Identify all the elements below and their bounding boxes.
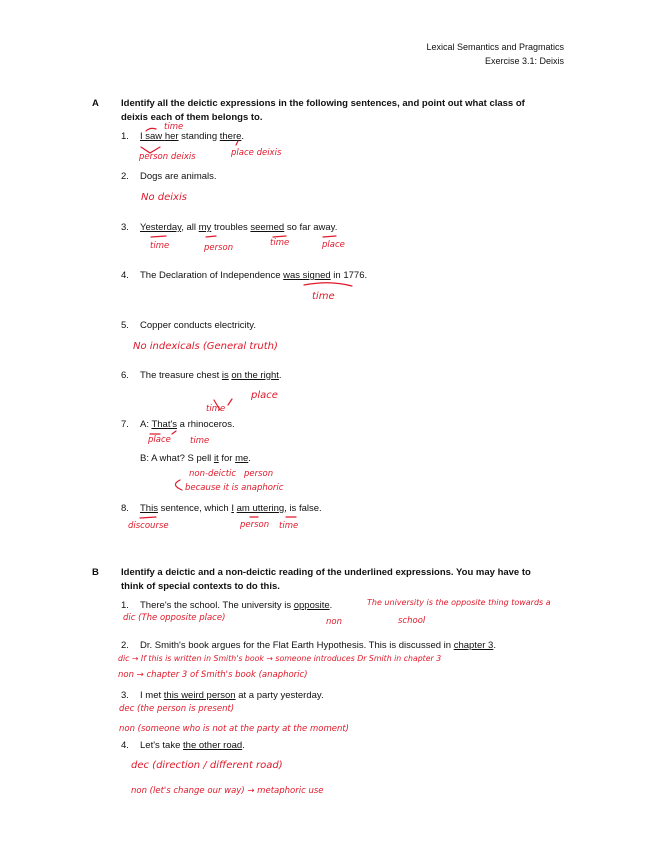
- sentence-text: I met: [140, 690, 164, 701]
- item-number: 2.: [121, 640, 129, 651]
- a-item-8: [121, 503, 322, 514]
- item-number: 7.: [121, 419, 129, 430]
- sentence-text: troubles: [211, 222, 251, 233]
- item-number: 4.: [121, 740, 129, 751]
- sentence-text: in 1776.: [330, 270, 368, 281]
- annotation-stroke: [273, 236, 286, 237]
- exercise-title: Exercise 3.1: Deixis: [484, 56, 564, 66]
- sentence-text: sentence, which: [157, 503, 232, 514]
- underlined-text: the other road: [183, 740, 243, 751]
- sentence-text: Dogs are animals.: [140, 171, 217, 182]
- annotation-a7-place: place: [148, 435, 171, 445]
- underlined-text: This: [140, 503, 158, 514]
- annotation-a7b-because: because it is anaphoric: [185, 483, 284, 493]
- annotation-a2: No deixis: [141, 192, 187, 203]
- sentence-text: .: [242, 740, 245, 751]
- annotation-stroke: [323, 236, 336, 237]
- annotation-a1-time: time: [164, 122, 184, 132]
- annotation-b1-deic: dic (The opposite place): [123, 613, 226, 623]
- annotation-a3-person: person: [204, 243, 234, 253]
- b-item-3: [121, 690, 324, 701]
- sentence-text: at a party yesterday.: [235, 690, 324, 701]
- sentence-text: A:: [140, 419, 152, 430]
- annotation-a8-person: person: [240, 520, 270, 530]
- underlined-text: my: [198, 222, 212, 233]
- underlined-text: am uttering: [236, 503, 285, 514]
- sentence-text: Dr. Smith's book argues for the Flat Earth Hypothesis. This is discussed in: [140, 640, 454, 651]
- underlined-text: was signed: [283, 270, 331, 281]
- underlined-text: on the right: [231, 370, 279, 381]
- annotation-b1-school: school: [398, 616, 426, 626]
- annotation-a8-discourse: discourse: [128, 521, 169, 531]
- item-number: 1.: [121, 600, 129, 611]
- a-item-4: [121, 270, 367, 281]
- item-number: 8.: [121, 503, 129, 514]
- annotation-b2-dic: dic → If this is written in Smith's book → someone introduces Dr Smith in chapter 3: [118, 654, 442, 663]
- sentence-text: , all: [181, 222, 199, 233]
- annotation-stroke: [172, 431, 176, 434]
- annotation-a3-place: place: [322, 240, 345, 250]
- annotation-b3-non: non (someone who is not at the party at the moment): [119, 724, 349, 734]
- a-item-7a: [121, 419, 235, 430]
- underlined-text: there: [219, 131, 242, 142]
- item-number: 4.: [121, 270, 129, 281]
- annotation-a7-time: time: [190, 436, 210, 446]
- annotation-a7b-person: person: [244, 469, 274, 479]
- underlined-text: I: [231, 503, 234, 514]
- annotation-a5: No indexicals (General truth): [133, 341, 278, 352]
- item-number: 5.: [121, 320, 129, 331]
- underlined-text: me: [235, 453, 249, 464]
- annotation-a1-person: person deixis: [139, 152, 196, 162]
- a-item-3: [121, 222, 337, 233]
- underlined-text: her: [164, 131, 179, 142]
- annotation-a8-time: time: [279, 521, 299, 531]
- sentence-text: .: [329, 600, 333, 611]
- annotation-a3-time2: time: [270, 238, 290, 248]
- item-number: 3.: [121, 690, 129, 701]
- annotation-b1-main: The university is the opposite thing towards a: [367, 598, 551, 607]
- b-item-1: [121, 600, 332, 611]
- sentence-text: a rhinoceros.: [177, 419, 235, 430]
- a-item-2: [121, 171, 217, 182]
- sentence-text: for: [218, 453, 236, 464]
- sentence-text: There's the school. The university is: [140, 600, 294, 611]
- sentence-text: Let's take: [140, 740, 184, 751]
- annotation-a1-place: place deixis: [231, 148, 282, 158]
- annotation-a7b-nondeictic: non-deictic: [189, 469, 237, 479]
- annotation-stroke: [151, 236, 166, 237]
- sentence-text: The Declaration of Independence: [140, 270, 284, 281]
- item-number: 2.: [121, 171, 129, 182]
- sentence-text: B: A what? S pell: [140, 453, 214, 464]
- annotation-stroke: [140, 517, 156, 518]
- underlined-text: it: [213, 453, 219, 464]
- annotation-a6-place: place: [251, 390, 278, 401]
- section-b-letter: B: [92, 567, 99, 578]
- item-number: 1.: [121, 131, 129, 142]
- annotation-b4-dec: dec (direction / different road): [131, 760, 283, 771]
- sentence-text: .: [248, 453, 251, 464]
- annotation-a3-time: time: [150, 241, 170, 251]
- sentence-text: The treasure chest: [140, 370, 222, 381]
- underlined-text: seemed: [250, 222, 285, 233]
- sentence-text: .: [278, 370, 282, 381]
- annotation-a6-time: time: [206, 404, 226, 414]
- section-a-letter: A: [92, 98, 99, 109]
- sentence-text: standing: [178, 131, 220, 142]
- section-a-instruction: Identify all the deictic expressions in the following sentences, and point out what class of deixis each of them belongs to.: [121, 98, 525, 123]
- item-number: 3.: [121, 222, 129, 233]
- a-item-6: [121, 370, 282, 381]
- section-b-instruction: Identify a deictic and a non-deictic reading of the underlined expressions. You may have to think of special contexts to do this.: [121, 567, 531, 592]
- b-item-4: [121, 740, 245, 751]
- sentence-text: so far away.: [284, 222, 338, 233]
- annotation-stroke: [228, 399, 232, 405]
- sentence-text: .: [493, 640, 496, 651]
- sentence-text: .: [241, 131, 245, 142]
- underlined-text: Yesterday: [140, 222, 182, 233]
- annotation-b1-non: non: [326, 617, 342, 627]
- underlined-text: is: [221, 370, 229, 381]
- a-item-7b: [140, 453, 251, 464]
- annotation-a4: time: [312, 291, 335, 302]
- sentence-text: , is false.: [284, 503, 322, 514]
- annotation-stroke: [206, 236, 216, 237]
- annotation-b4-non: non (let's change our way) → metaphoric use: [131, 786, 324, 796]
- course-title: Lexical Semantics and Pragmatics: [426, 42, 564, 52]
- underlined-text: opposite: [293, 600, 330, 611]
- b-item-2: [121, 640, 496, 651]
- annotation-b3-dec: dec (the person is present): [119, 704, 235, 714]
- a-item-1: [121, 131, 244, 142]
- annotation-stroke: [304, 283, 352, 286]
- a-item-5: [121, 320, 256, 331]
- item-number: 6.: [121, 370, 129, 381]
- sentence-text: Copper conducts electricity.: [140, 320, 256, 331]
- underlined-text: That's: [151, 419, 178, 430]
- annotation-stroke: [175, 480, 182, 490]
- annotation-b2-non: non → chapter 3 of Smith's book (anaphoric): [118, 670, 308, 680]
- underlined-text: I saw: [140, 131, 165, 142]
- underlined-text: this weird person: [163, 690, 236, 701]
- underlined-text: chapter 3: [453, 640, 494, 651]
